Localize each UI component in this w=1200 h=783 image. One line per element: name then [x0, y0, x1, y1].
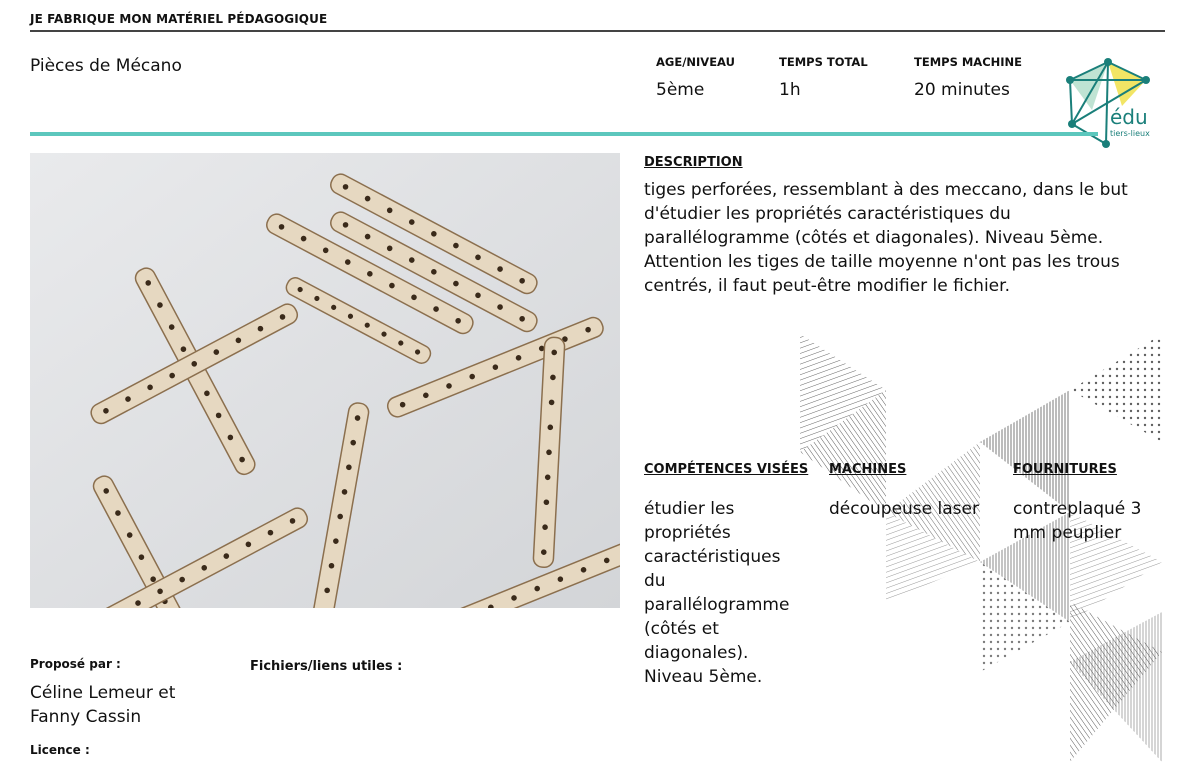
- proposed-by-label: Proposé par :: [30, 657, 121, 671]
- logo-subtext: tiers-lieux: [1110, 129, 1150, 138]
- machine-time-label: TEMPS MACHINE: [914, 55, 1023, 69]
- competences-text: étudier les propriétés caractéristiques du parallélogramme (côtés et diagonales). Niveau 5ème.: [644, 499, 790, 687]
- sheet-title: Pièces de Mécano: [30, 56, 182, 76]
- machine-time-value: 20 minutes: [914, 80, 1010, 100]
- age-value: 5ème: [656, 80, 705, 100]
- document-kicker: JE FABRIQUE MON MATÉRIEL PÉDAGOGIQUE: [30, 12, 328, 26]
- fournitures-text: contreplaqué 3 mm peuplier: [1013, 499, 1142, 543]
- description-text: tiges perforées, ressemblant à des meccano, dans le but d'étudier les propriétés caractéristiques du parallélogramme (côtés et diagonales). Niveau 5ème. Attention les tiges de taille moyenne n'ont pas les trous centrés, il faut peut-être modifier le fichier.: [644, 180, 1128, 296]
- fournitures-heading: FOURNITURES: [1013, 462, 1117, 477]
- photo-background: [30, 153, 620, 608]
- total-time-value: 1h: [779, 80, 801, 100]
- logo-text: édu: [1110, 105, 1148, 129]
- licence-label: Licence :: [30, 743, 90, 757]
- meccano-strips-illustration: [30, 153, 620, 608]
- machines-heading: MACHINES: [829, 462, 907, 477]
- proposed-by-value: Céline Lemeur et Fanny Cassin: [30, 683, 176, 727]
- competences-heading: COMPÉTENCES VISÉES: [644, 462, 809, 477]
- age-label: AGE/NIVEAU: [656, 55, 735, 69]
- total-time-label: TEMPS TOTAL: [779, 55, 868, 69]
- description-heading: DESCRIPTION: [644, 155, 743, 170]
- useful-files-label: Fichiers/liens utiles :: [250, 659, 403, 674]
- logo-green-facet: [1070, 62, 1108, 110]
- decorative-triangle-pattern: [800, 332, 1162, 762]
- top-divider: [30, 30, 1165, 32]
- machines-text: découpeuse laser: [829, 499, 979, 519]
- edu-tiers-lieux-logo: [1062, 58, 1154, 150]
- product-photo: [30, 153, 620, 608]
- accent-divider: [30, 132, 1098, 136]
